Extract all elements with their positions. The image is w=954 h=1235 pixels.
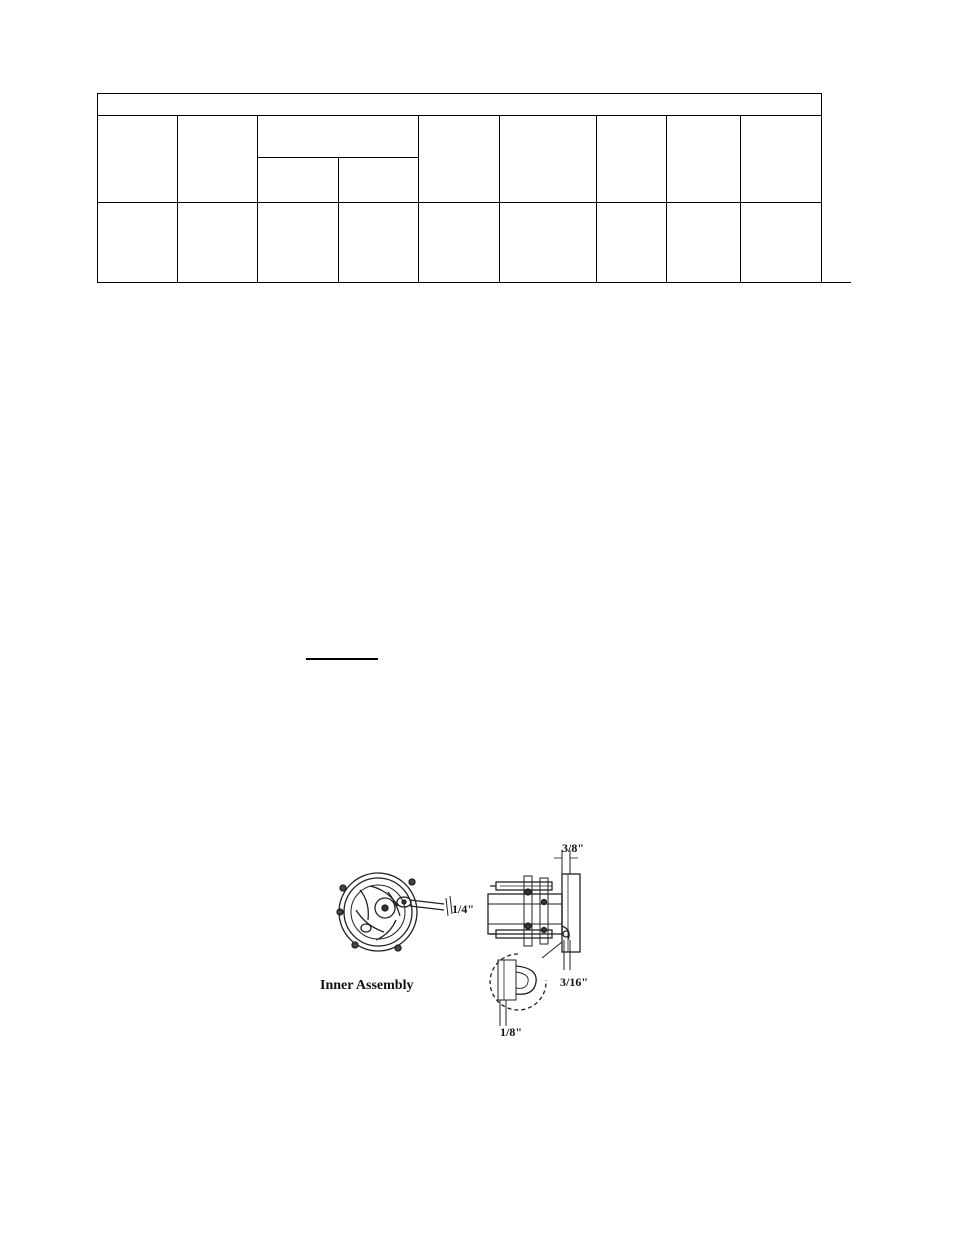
dimension-label-1-4: 1/4" <box>452 902 474 916</box>
underline-mark <box>306 658 378 660</box>
inner-assembly-figure <box>300 830 630 1045</box>
table-col-line <box>338 157 339 283</box>
table-row-line-2 <box>97 202 822 203</box>
table-border-right <box>821 93 822 283</box>
table-border-top <box>97 93 822 94</box>
table-row-line-1 <box>97 115 822 116</box>
dimension-label-3-8: 3/8" <box>562 841 584 855</box>
table-border-bottom <box>97 282 851 283</box>
side-view-drawing <box>488 850 580 1026</box>
table-col-line <box>257 115 258 283</box>
table-col-line <box>418 115 419 283</box>
table-col-line <box>740 115 741 283</box>
dimension-label-1-8: 1/8" <box>500 1025 522 1039</box>
empty-table <box>0 0 954 300</box>
assembly-drawing <box>300 830 630 1045</box>
round-assembly-drawing <box>337 873 452 951</box>
table-col-line <box>177 115 178 283</box>
table-border-left <box>97 93 98 283</box>
table-col-line <box>596 115 597 283</box>
table-col-line <box>499 115 500 283</box>
figure-caption: Inner Assembly <box>320 978 414 993</box>
dimension-label-3-16: 3/16" <box>560 975 588 989</box>
table-col-line <box>666 115 667 283</box>
